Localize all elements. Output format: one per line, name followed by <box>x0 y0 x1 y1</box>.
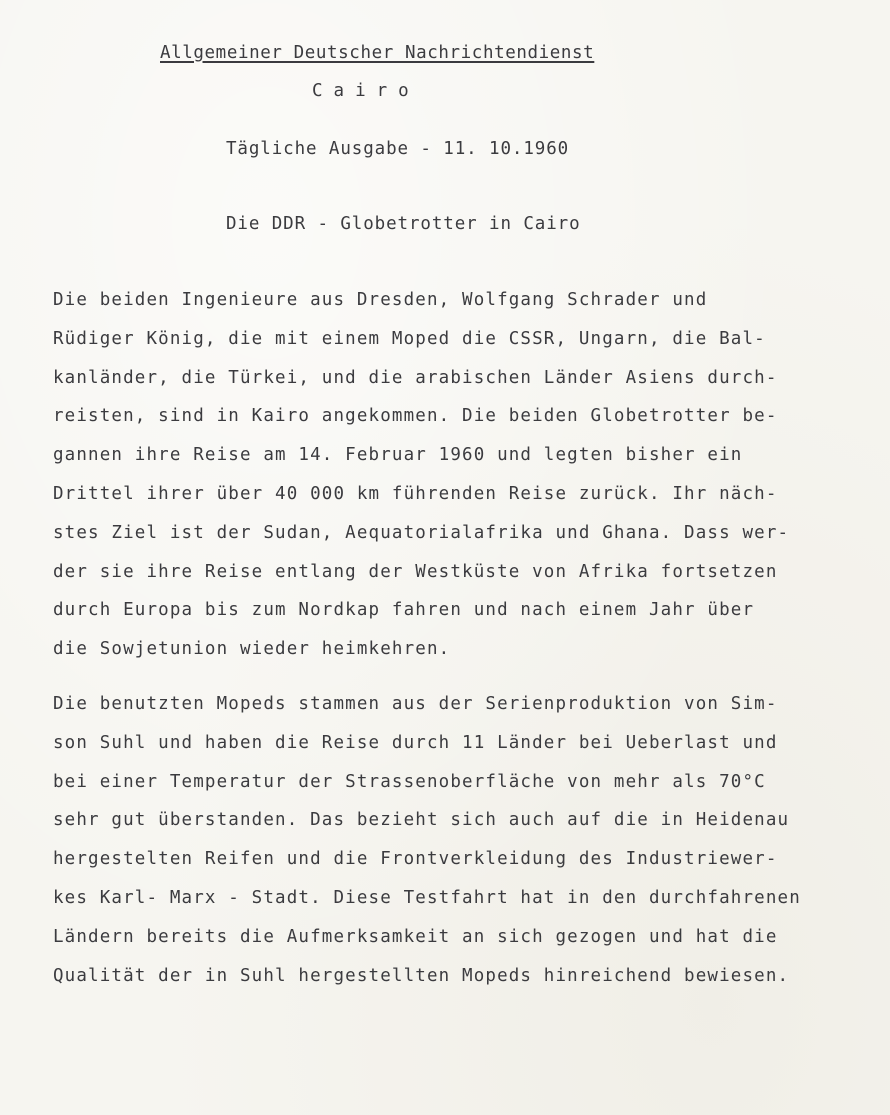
text-line: durch Europa bis zum Nordkap fahren und nach einem Jahr über <box>53 600 755 621</box>
article-paragraph-1 <box>53 281 853 669</box>
text-line: Die benutzten Mopeds stammen aus der Serienproduktion von Sim- <box>53 694 778 714</box>
text-line: gannen ihre Reise am 14. Februar 1960 und legten bisher ein <box>53 445 743 466</box>
text-line: son Suhl und haben die Reise durch 11 Länder bei Ueberlast und <box>53 732 778 753</box>
text-line: die Sowjetunion wieder heimkehren. <box>53 639 451 660</box>
edition-date: Tägliche Ausgabe - 11. 10.1960 <box>226 139 570 159</box>
article-headline: Die DDR - Globetrotter in Cairo <box>226 214 581 234</box>
text-line: Qualität der in Suhl hergestellten Mopeds hinreichend bewiesen. <box>53 965 790 986</box>
text-line: kes Karl- Marx - Stadt. Diese Testfahrt hat in den durchfahrenen <box>53 887 801 908</box>
text-line: stes Ziel ist der Sudan, Aequatorialafrika und Ghana. Dass wer- <box>53 522 790 543</box>
text-line: der sie ihre Reise entlang der Westküste von Afrika fortsetzen <box>53 561 778 582</box>
text-line: hergestelten Reifen und die Frontverkleidung des Industriewer- <box>53 849 778 870</box>
text-line: Die beiden Ingenieure aus Dresden, Wolfgang Schrader und <box>53 290 708 310</box>
dateline-city: Cairo <box>312 81 420 101</box>
text-line: sehr gut überstanden. Das bezieht sich auch auf die in Heidenau <box>53 810 790 831</box>
text-line: Drittel ihrer über 40 000 km führenden Reise zurück. Ihr näch- <box>53 483 778 504</box>
text-line: bei einer Temperatur der Strassenoberfläche von mehr als 70°C <box>53 771 766 792</box>
text-line: kanländer, die Türkei, und die arabischen Länder Asiens durch- <box>53 367 778 388</box>
text-line: Rüdiger König, die mit einem Moped die CSSR, Ungarn, die Bal- <box>53 328 766 349</box>
text-line: Ländern bereits die Aufmerksamkeit an sich gezogen und hat die <box>53 926 778 947</box>
agency-title: Allgemeiner Deutscher Nachrichtendienst <box>160 43 595 63</box>
text-line: reisten, sind in Kairo angekommen. Die beiden Globetrotter be- <box>53 406 778 427</box>
article-paragraph-2 <box>53 685 853 995</box>
